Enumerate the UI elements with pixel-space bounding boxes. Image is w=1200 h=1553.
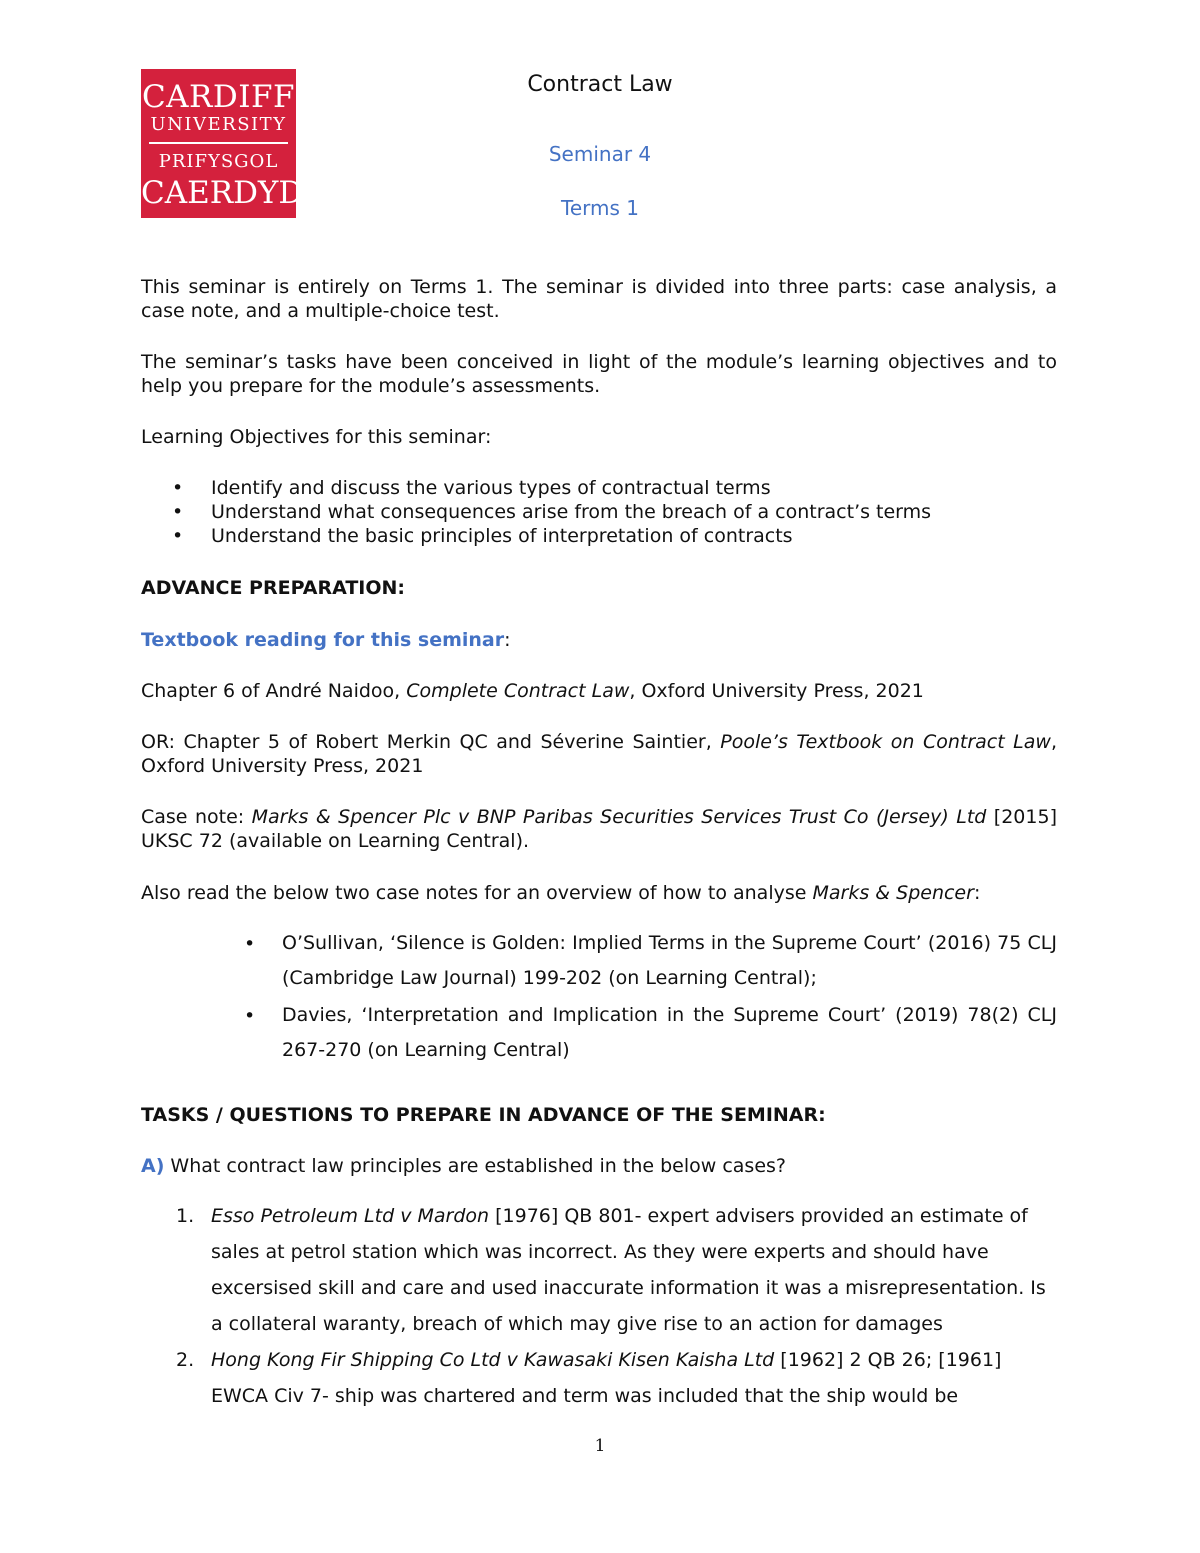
logo-line-prifysgol: PRIFYSGOL [158,151,279,172]
seminar-number: Seminar 4 [548,142,652,166]
also-read-paragraph: Also read the below two case notes for an overview of how to analyse Marks & Spencer: [141,882,981,904]
bullet-icon: • [172,501,184,523]
bullet-icon: • [244,933,256,955]
case-note-reading: Case note: Marks & Spencer Plc v BNP Paribas Securities Services Trust Co (Jersey) Ltd [2015] UKSC 72 (available on Learning Central). [141,806,1057,852]
reading-item-poole: OR: Chapter 5 of Robert Merkin QC and Séverine Saintier, Poole’s Textbook on Contract Law, Oxford University Press, 2021 [141,731,1057,777]
logo-line-university: UNIVERSITY [150,114,287,135]
bullet-icon: • [172,525,184,547]
logo-line-cardiff: CARDIFF [141,79,296,115]
task-a-label: A) [141,1155,165,1177]
task-item-esso: Esso Petroleum Ltd v Mardon [1976] QB 801- expert advisers provided an estimate of sales at petrol station which was incorrect. As they were experts and should have excersised skill and care and used inaccurate information it was a misrepresentation. Is a collateral waranty, breach of which may give rise to an action for damages [211,1205,1046,1335]
objectives-label: Learning Objectives for this seminar: [141,426,492,448]
intro-paragraph-2: The seminar’s tasks have been conceived in light of the module’s learning objectives and to help you prepare for the module’s assessments. [141,351,1057,397]
bullet-icon: • [244,1005,256,1027]
task-item-number: 1. [176,1205,195,1227]
reading-item-naidoo: Chapter 6 of André Naidoo, Complete Contract Law, Oxford University Press, 2021 [141,680,924,702]
task-item-number: 2. [176,1349,195,1371]
seminar-topic: Terms 1 [561,196,639,220]
intro-paragraph-1: This seminar is entirely on Terms 1. The seminar is divided into three parts: case analysis, a case note, and a multiple-choice test. [141,276,1057,322]
case-note-item: O’Sullivan, ‘Silence is Golden: Implied Terms in the Supreme Court’ (2016) 75 CLJ (Cambridge Law Journal) 199-202 (on Learning Central); [282,932,1057,989]
logo-line-caerdydd: CAERDYDD [141,175,329,211]
cardiff-university-logo [141,69,329,218]
advance-preparation-heading: ADVANCE PREPARATION: [141,577,405,599]
logo-divider [149,142,288,144]
objective-item: Identify and discuss the various types of contractual terms [211,477,771,499]
tasks-heading: TASKS / QUESTIONS TO PREPARE IN ADVANCE OF THE SEMINAR: [141,1104,826,1126]
textbook-reading-title: Textbook reading for this seminar [141,629,505,651]
objective-item: Understand the basic principles of interpretation of contracts [211,525,793,547]
case-note-item: Davies, ‘Interpretation and Implication in the Supreme Court’ (2019) 78(2) CLJ 267-270 (on Learning Central) [282,1004,1057,1061]
bullet-icon: • [172,477,184,499]
page-number: 1 [594,1436,606,1456]
task-a-question: A) What contract law principles are established in the below cases? [141,1155,787,1177]
textbook-reading-label: Textbook reading for this seminar: [141,629,511,651]
task-item-hong-kong-fir: Hong Kong Fir Shipping Co Ltd v Kawasaki Kisen Kaisha Ltd [1962] 2 QB 26; [1961] EWCA Civ 7- ship was chartered and term was included that the ship would be [211,1349,1002,1407]
document-title: Contract Law [527,72,673,97]
objective-item: Understand what consequences arise from the breach of a contract’s terms [211,501,932,523]
